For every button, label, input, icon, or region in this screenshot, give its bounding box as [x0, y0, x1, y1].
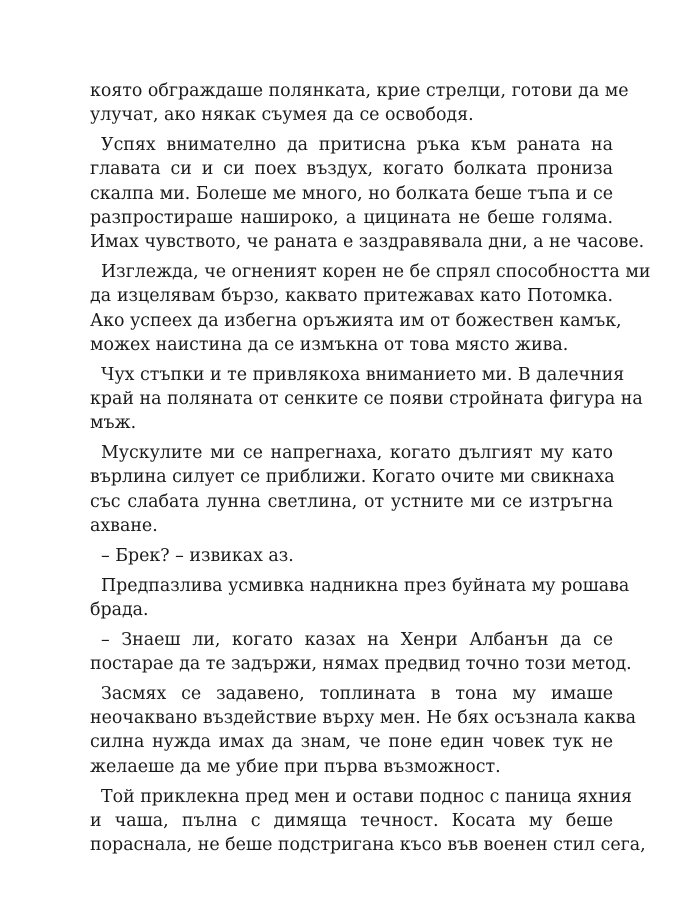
text-line: Мускулите ми се напрегнаха, когато дългият му като — [101, 443, 613, 464]
text-line: край на поляната от сенките се появи стройната фигура на — [90, 389, 643, 410]
text-line: върлина силует се приближи. Когато очите ми свикнаха — [90, 467, 615, 488]
paragraph — [90, 682, 637, 779]
text-line: пораснала, не беше подстригана късо във военен стил сега, — [90, 835, 646, 856]
text-line: скалпа ми. Болеше ме много, но болката беше тъпа и се — [90, 183, 613, 204]
text-line: ахване. — [90, 516, 158, 537]
text-line: Успях внимателно да притисна ръка към раната на — [101, 135, 613, 156]
paragraph — [90, 628, 632, 677]
text-line: да изцелявам бързо, каквато притежавах като Потомка. — [90, 286, 613, 307]
text-line: улучат, ако някак съумея да се освободя. — [90, 105, 474, 126]
text-line: желаеше да ме убие при първа възможност. — [90, 756, 501, 777]
text-line: неочаквано въздействие върху мен. Не бях осъзнала каква — [90, 708, 637, 729]
text-line: силна нужда имах да знам, че поне един човек тук не — [90, 732, 613, 753]
text-line: – Брек? – извиках аз. — [101, 545, 294, 566]
text-line: Той приклекна пред мен и остави поднос с паница яхния — [101, 786, 633, 807]
text-line: постарае да те задържи, нямах предвид точно този метод. — [90, 654, 632, 675]
text-line: разпростираше нашироко, а цицината не беше голяма. — [90, 207, 613, 228]
paragraph — [90, 785, 646, 858]
text-line: мъж. — [90, 413, 137, 434]
paragraph — [90, 133, 645, 254]
text-line: със слабата лунна светлина, от устните ми се изтръгна — [90, 491, 613, 512]
paragraph — [90, 260, 651, 357]
text-line: Ако успеех да избегна оръжията им от божествен камък, — [90, 310, 622, 331]
text-line: Имах чувството, че раната е заздравявала дни, а не часове. — [90, 232, 645, 253]
book-page — [90, 79, 651, 863]
text-line: можех наистина да се измъкна от това място жива. — [90, 334, 569, 355]
paragraph — [90, 79, 629, 128]
text-line: Предпазлива усмивка надникна през буйната му рошава — [101, 575, 630, 596]
text-line: главата си и си поех въздух, когато болката прониза — [90, 159, 613, 180]
paragraph — [90, 441, 613, 538]
text-line: Засмях се задавено, топлината в тона му имаше — [101, 683, 613, 704]
text-line: Чух стъпки и те привлякоха вниманието ми. В далечния — [101, 364, 625, 385]
text-line: брада. — [90, 599, 149, 620]
text-line: – Знаеш ли, когато казах на Хенри Албанън да се — [101, 629, 613, 650]
text-line: която обграждаше полянката, крие стрелци, готови да ме — [90, 81, 629, 101]
paragraph — [90, 544, 613, 568]
paragraph — [90, 363, 643, 436]
paragraph — [90, 574, 630, 623]
text-line: Изглежда, че огненият корен не бе спрял способността ми — [101, 262, 651, 283]
text-line: и чаша, пълна с димяща течност. Косата му беше — [90, 810, 613, 831]
